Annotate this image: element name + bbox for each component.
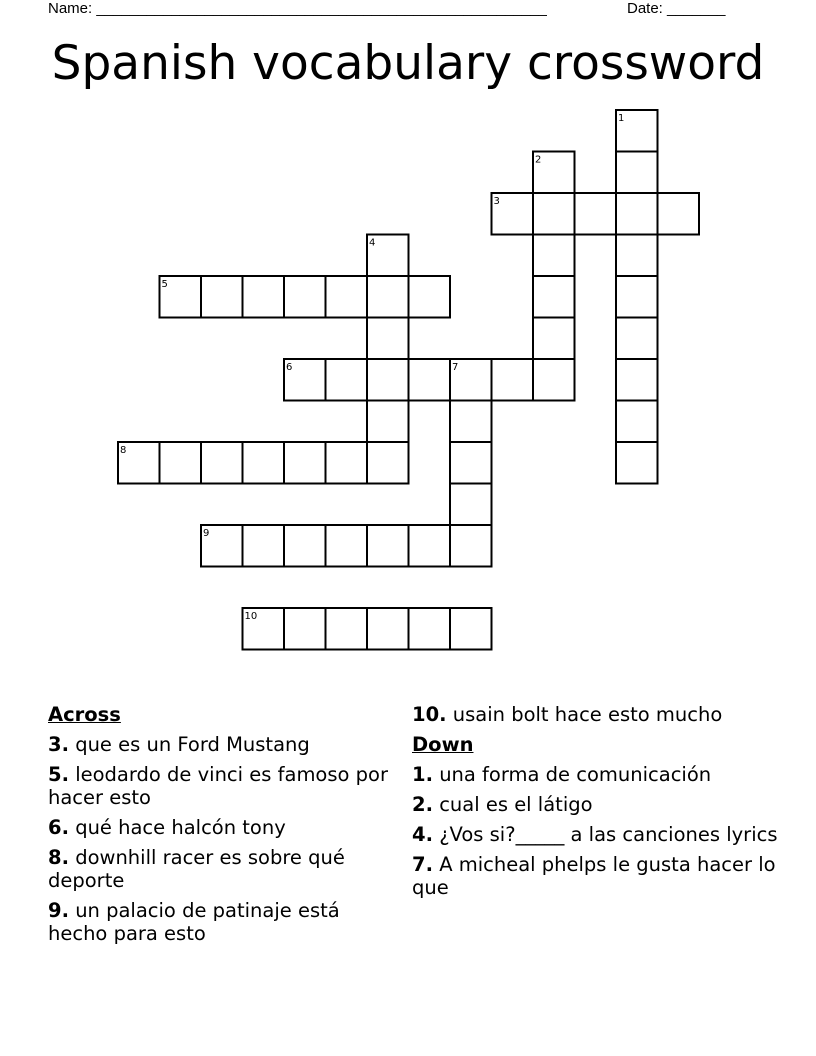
clue-number: 1.: [412, 763, 433, 786]
across-heading: Across: [48, 703, 121, 726]
grid-cell[interactable]: [367, 525, 409, 567]
grid-cell[interactable]: [284, 359, 326, 401]
clue-number: 9.: [48, 899, 69, 922]
clue-number: 7.: [412, 853, 433, 876]
grid-cell[interactable]: [409, 525, 451, 567]
grid-cell[interactable]: [450, 401, 492, 443]
grid-cell[interactable]: [284, 276, 326, 318]
page-title: Spanish vocabulary crossword: [51, 36, 765, 91]
grid-cell[interactable]: [326, 525, 368, 567]
clue-number: 4.: [412, 823, 433, 846]
grid-cell[interactable]: [409, 276, 451, 318]
clue-number-label: 2: [535, 154, 542, 166]
clue-text: downhill racer es sobre qué deporte: [48, 846, 345, 892]
clue-number: 3.: [48, 733, 69, 756]
grid-cell[interactable]: [367, 608, 409, 650]
down-heading: Down: [412, 733, 474, 756]
grid-cell[interactable]: [118, 442, 160, 484]
clue-across-6: [48, 816, 398, 839]
clue-across-9: [48, 899, 398, 945]
grid-cell[interactable]: [616, 359, 658, 401]
clue-number: 8.: [48, 846, 69, 869]
grid-cell[interactable]: [533, 276, 575, 318]
clue-text: A micheal phelps le gusta hacer lo que: [412, 853, 776, 899]
clues-left-column: [48, 703, 398, 952]
grid-cell[interactable]: [450, 525, 492, 567]
clue-text: cual es el látigo: [439, 793, 593, 816]
grid-cell[interactable]: [533, 152, 575, 194]
grid-cell[interactable]: [326, 359, 368, 401]
grid-cell[interactable]: [367, 318, 409, 360]
grid-cell[interactable]: [492, 193, 534, 235]
clue-number-label: 10: [244, 611, 258, 622]
grid-cell[interactable]: [243, 276, 285, 318]
clue-number-label: 9: [203, 528, 210, 539]
clue-across-10: [412, 703, 782, 726]
clue-down-2: [412, 793, 782, 816]
clue-text: leodardo de vinci es famoso por hacer esto: [48, 763, 388, 809]
grid-cell[interactable]: [243, 442, 285, 484]
date-line[interactable]: _______: [667, 0, 726, 17]
grid-cell[interactable]: [616, 152, 658, 194]
grid-cell[interactable]: [450, 484, 492, 526]
grid-cell[interactable]: [492, 359, 534, 401]
grid-cell[interactable]: [533, 193, 575, 235]
clue-number-label: 8: [120, 445, 127, 456]
grid-cell[interactable]: [284, 525, 326, 567]
clue-number-label: 7: [452, 362, 459, 373]
clue-text: ¿Vos si?_____ a las canciones lyrics: [439, 823, 778, 846]
clue-number: 6.: [48, 816, 69, 839]
grid-cell[interactable]: [450, 359, 492, 401]
grid-cell[interactable]: [160, 276, 202, 318]
grid-cell[interactable]: [284, 442, 326, 484]
grid-cell[interactable]: [243, 525, 285, 567]
clue-text: un palacio de patinaje está hecho para esto: [48, 899, 340, 945]
clue-across-8: [48, 846, 398, 892]
grid-cell[interactable]: [616, 318, 658, 360]
grid-cell[interactable]: [533, 235, 575, 277]
clue-down-7: [412, 853, 782, 899]
grid-cell[interactable]: [326, 442, 368, 484]
grid-cell[interactable]: [201, 276, 243, 318]
grid-cell[interactable]: [326, 608, 368, 650]
grid-cell[interactable]: [658, 193, 700, 235]
clue-number: 5.: [48, 763, 69, 786]
clue-number: 10.: [412, 703, 447, 726]
grid-cell[interactable]: [201, 442, 243, 484]
grid-cell[interactable]: [450, 608, 492, 650]
grid-cell[interactable]: [575, 193, 617, 235]
grid-cell[interactable]: [616, 442, 658, 484]
grid-cell[interactable]: [367, 359, 409, 401]
clue-number-label: 1: [618, 113, 625, 124]
date-field: [627, 0, 725, 18]
clue-number-label: 6: [286, 362, 293, 373]
clue-down-1: [412, 763, 782, 786]
clue-across-3: [48, 733, 398, 756]
clue-number-label: 3: [493, 196, 500, 207]
grid-cell[interactable]: [160, 442, 202, 484]
clues-right-column: [412, 703, 782, 906]
grid-cell[interactable]: [616, 235, 658, 277]
clue-down-4: [412, 823, 782, 846]
clue-text: que es un Ford Mustang: [75, 733, 310, 756]
name-line[interactable]: ______________________________________________________: [96, 0, 547, 17]
clue-number: 2.: [412, 793, 433, 816]
grid-cell[interactable]: [367, 401, 409, 443]
clue-number-label: 4: [369, 237, 376, 249]
grid-cell[interactable]: [616, 193, 658, 235]
clue-across-5: [48, 763, 398, 809]
grid-cell[interactable]: [616, 401, 658, 443]
grid-cell[interactable]: [201, 525, 243, 567]
clue-text: una forma de comunicación: [439, 763, 712, 786]
date-label: Date:: [627, 0, 663, 17]
grid-cell[interactable]: [616, 110, 658, 152]
clue-text: usain bolt hace esto mucho: [452, 703, 723, 726]
grid-cell[interactable]: [409, 608, 451, 650]
grid-cell[interactable]: [367, 235, 409, 277]
name-field: [48, 0, 547, 18]
grid-cell[interactable]: [243, 608, 285, 650]
grid-cell[interactable]: [450, 442, 492, 484]
grid-cell[interactable]: [616, 276, 658, 318]
grid-cell[interactable]: [533, 318, 575, 360]
grid-cell[interactable]: [409, 359, 451, 401]
name-label: Name:: [48, 0, 93, 17]
grid-cell[interactable]: [367, 442, 409, 484]
grid-cell[interactable]: [367, 276, 409, 318]
grid-cell[interactable]: [284, 608, 326, 650]
clue-number-label: 5: [161, 279, 168, 290]
grid-cell[interactable]: [533, 359, 575, 401]
grid-cell[interactable]: [326, 276, 368, 318]
clue-text: qué hace halcón tony: [75, 816, 286, 839]
